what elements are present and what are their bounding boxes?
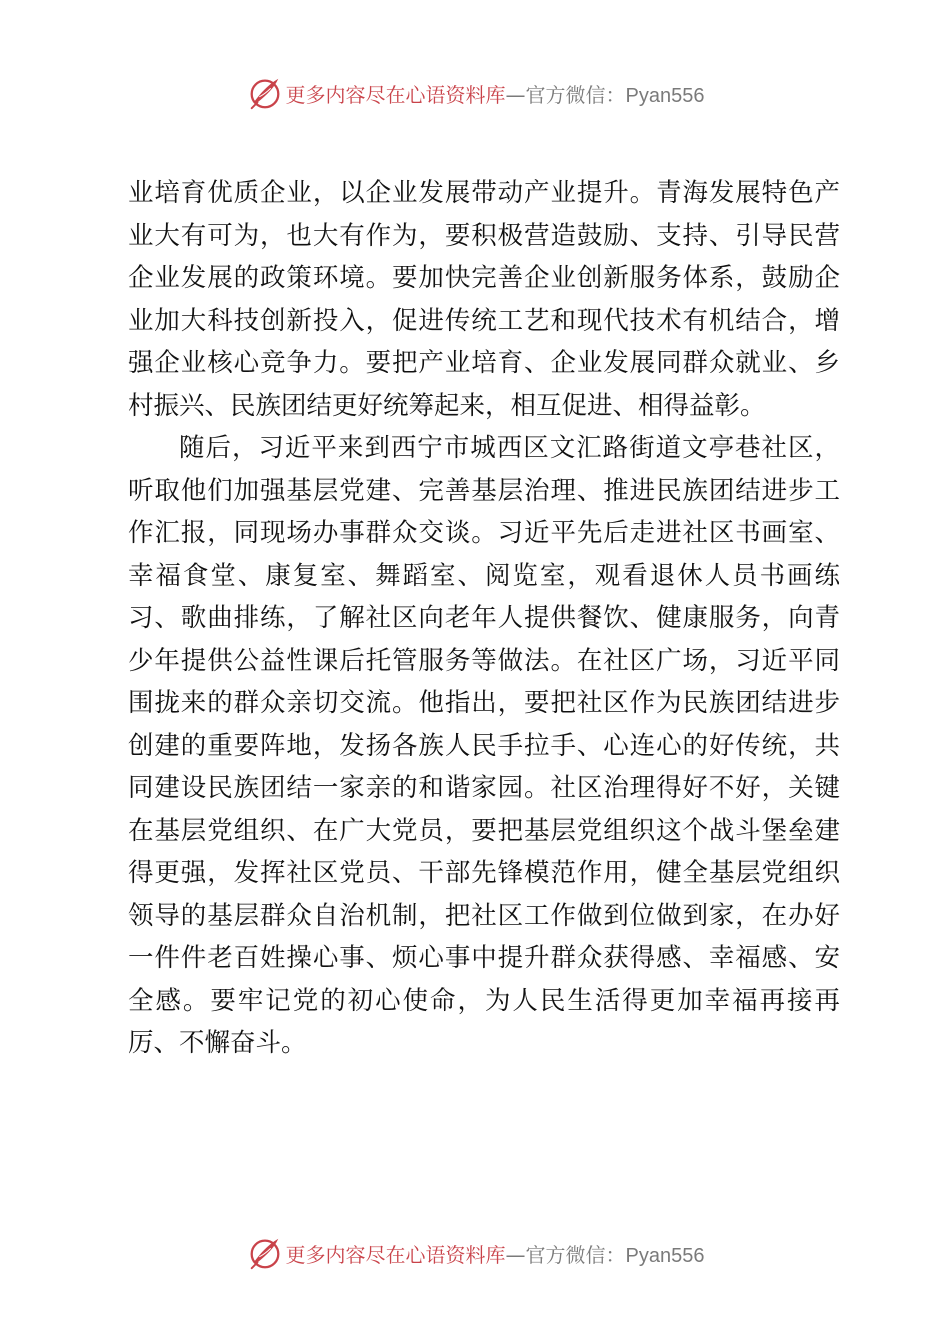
wechat-label: 官方微信： [525, 82, 626, 107]
banner-text [286, 79, 705, 108]
wechat-id: Pyan556 [625, 84, 705, 107]
document-body [128, 172, 840, 1065]
brand-name: 更多内容尽在心语资料库 [285, 1242, 506, 1267]
header-banner [0, 70, 950, 116]
banner-dash: — [505, 1242, 526, 1267]
paragraph-1: 业培育优质企业，以企业发展带动产业提升。青海发展特色产业大有可为，也大有作为，要积极营造鼓励、支持、引导民营企业发展的政策环境。要加快完善企业创新服务体系，鼓励企业加大科技创新投入，促进传统工艺和现代技术有机结合，增强企业核心竞争力。要把产业培育、企业发展同群众就业、乡村振兴、民族团结更好统筹起来，相互促进、相得益彰。 [128, 178, 840, 421]
banner-text [286, 1239, 705, 1268]
wechat-id: Pyan556 [625, 1244, 705, 1267]
wechat-label: 官方微信： [525, 1242, 626, 1267]
paragraph-2: 随后，习近平来到西宁市城西区文汇路街道文亭巷社区，听取他们加强基层党建、完善基层治理、推进民族团结进步工作汇报，同现场办事群众交谈。习近平先后走进社区书画室、幸福食堂、康复室、舞蹈室、阅览室，观看退休人员书画练习、歌曲排练，了解社区向老年人提供餐饮、健康服务，向青少年提供公益性课后托管服务等做法。在社区广场，习近平同围拢来的群众亲切交流。他指出，要把社区作为民族团结进步创建的重要阵地，发扬各族人民手拉手、心连心的好传统，共同建设民族团结一家亲的和谐家园。社区治理得好不好，关键在基层党组织、在广大党员，要把基层党组织这个战斗堡垒建得更强，发挥社区党员、干部先锋模范作用，健全基层党组织领导的基层群众自治机制，把社区工作做到位做到家，在办好一件件老百姓操心事、烦心事中提升群众获得感、幸福感、安全感。要牢记党的初心使命，为人民生活得更加幸福再接再厉、不懈奋斗。 [128, 433, 840, 1058]
brand-name: 更多内容尽在心语资料库 [285, 82, 506, 107]
quill-emblem-icon [246, 74, 284, 112]
footer-banner [0, 1230, 950, 1276]
quill-emblem-icon [246, 1234, 284, 1272]
banner-dash: — [505, 82, 526, 107]
